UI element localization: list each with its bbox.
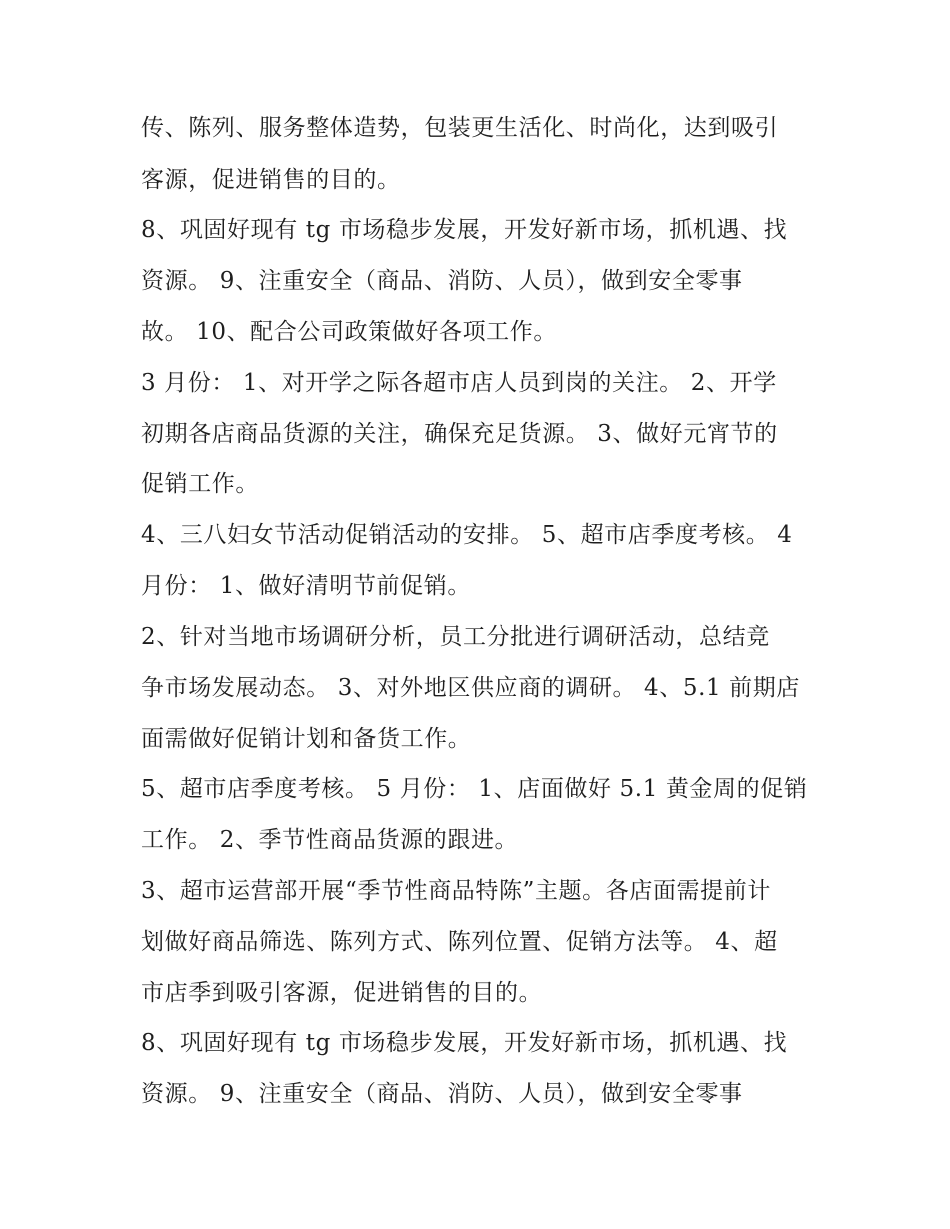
text-line: 故。 10、配合公司政策做好各项工作。 — [141, 319, 557, 345]
text-line: 2、针对当地市场调研分析，员工分批进行调研活动，总结竞 — [141, 624, 770, 650]
text-line: 资源。 9、注重安全（商品、消防、人员），做到安全零事 — [141, 1081, 743, 1107]
text-line: 资源。 9、注重安全（商品、消防、人员），做到安全零事 — [141, 268, 743, 294]
text-line: 月份： 1、做好清明节前促销。 — [141, 573, 471, 599]
text-line: 争市场发展动态。 3、对外地区供应商的调研。 4、5.1 前期店 — [141, 675, 800, 701]
text-line: 工作。 2、季节性商品货源的跟进。 — [141, 827, 519, 853]
text-line: 8、巩固好现有 tg 市场稳步发展，开发好新市场，抓机遇、找 — [141, 1030, 788, 1056]
text-line: 促销工作。 — [141, 471, 259, 497]
text-line: 5、超市店季度考核。 5 月份： 1、店面做好 5.1 黄金周的促销 — [141, 776, 808, 802]
text-line: 3 月份： 1、对开学之际各超市店人员到岗的关注。 2、开学 — [141, 370, 777, 396]
text-line: 传、陈列、服务整体造势，包装更生活化、时尚化，达到吸引 — [141, 115, 779, 141]
text-line: 3、超市运营部开展“季节性商品特陈”主题。各店面需提前计 — [141, 878, 771, 904]
text-line: 初期各店商品货源的关注，确保充足货源。 3、做好元宵节的 — [141, 421, 778, 447]
text-line: 客源，促进销售的目的。 — [141, 167, 401, 193]
text-line: 4、三八妇女节活动促销活动的安排。 5、超市店季度考核。 4 — [141, 522, 793, 548]
text-line: 面需做好促销计划和备货工作。 — [141, 726, 472, 752]
text-line: 市店季到吸引客源，促进销售的目的。 — [141, 980, 543, 1006]
text-line: 8、巩固好现有 tg 市场稳步发展，开发好新市场，抓机遇、找 — [141, 217, 788, 243]
text-line: 划做好商品筛选、陈列方式、陈列位置、促销方法等。 4、超 — [141, 929, 778, 955]
